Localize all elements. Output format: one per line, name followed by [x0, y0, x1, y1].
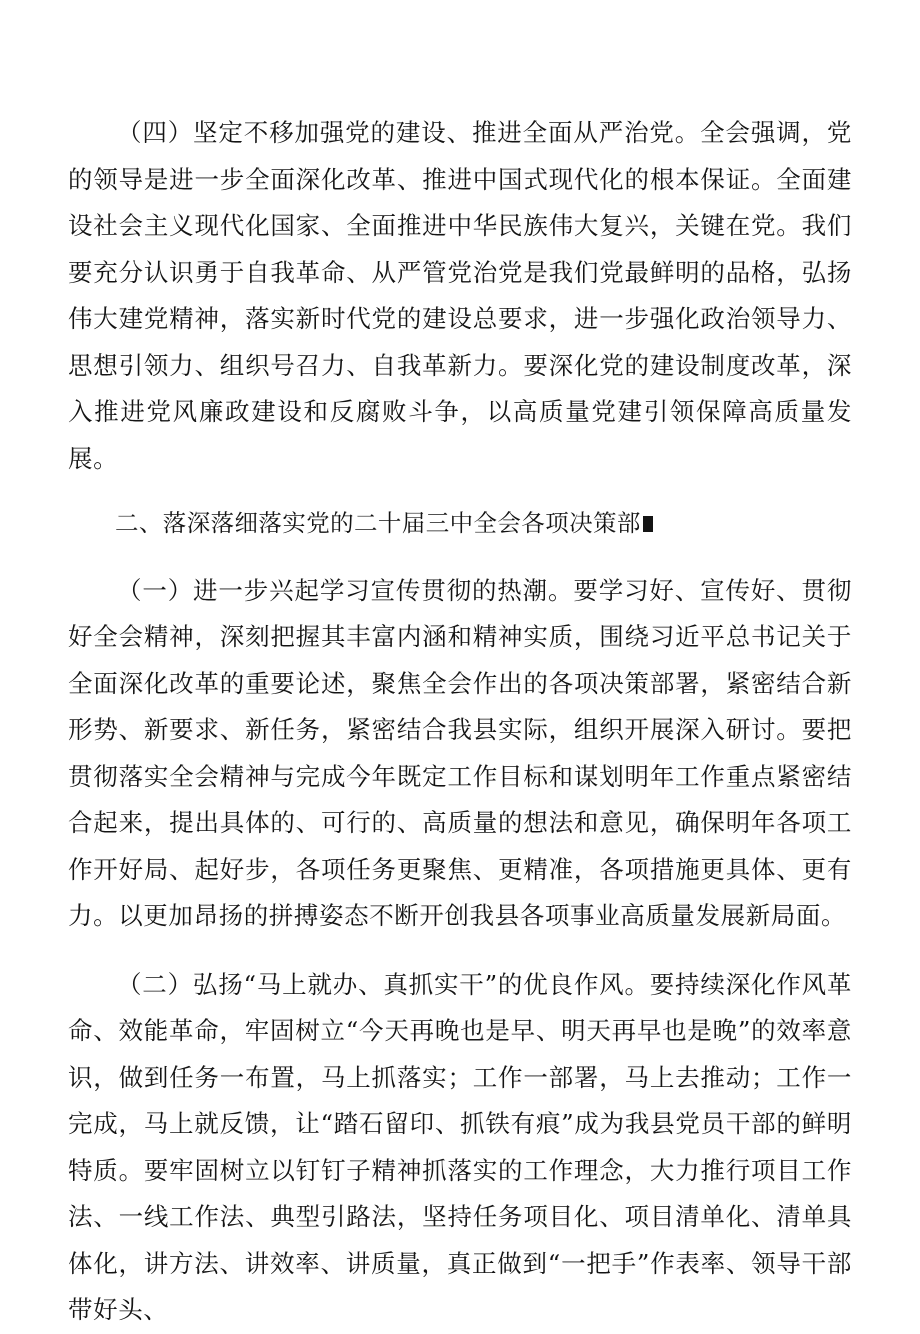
- document-page: [68, 110, 852, 1334]
- paragraph-party-building: （四）坚定不移加强党的建设、推进全面从严治党。全会强调，党的领导是进一步全面深化改革、推进中国式现代化的根本保证。全面建设社会主义现代化国家、全面推进中华民族伟大复兴，关键在党。我们要充分认识勇于自我革命、从严管党治党是我们党最鲜明的品格，弘扬伟大建党精神，落实新时代党的建设总要求，进一步强化政治领导力、思想引领力、组织号召力、自我革新力。要深化党的建设制度改革，深入推进党风廉政建设和反腐败斗争，以高质量党建引领保障高质量发展。: [68, 118, 852, 473]
- paragraph-work-style: （二）弘扬“马上就办、真抓实干”的优良作风。要持续深化作风革命、效能革命，牢固树立“今天再晚也是早、明天再早也是晚”的效率意识，做到任务一布置，马上抓落实；工作一部署，马上去推动；工作一完成，马上就反馈，让“踏石留印、抓铁有痕”成为我县党员干部的鲜明特质。要牢固树立以钉钉子精神抓落实的工作理念，大力推行项目工作法、一线工作法、典型引路法，坚持任务项目化、项目清单化、清单具体化，讲方法、讲效率、讲质量，真正做到“一把手”作表率、领导干部带好头、: [68, 969, 852, 1324]
- paragraph-study-propaganda: （一）进一步兴起学习宣传贯彻的热潮。要学习好、宣传好、贯彻好全会精神，深刻把握其丰富内涵和精神实质，围绕习近平总书记关于全面深化改革的重要论述，聚焦全会作出的各项决策部署，紧密结合新形势、新要求、新任务，紧密结合我县实际，组织开展深入研讨。要把贯彻落实全会精神与完成今年既定工作目标和谋划明年工作重点紧密结合起来，提出具体的、可行的、高质量的想法和意见，确保明年各项工作开好局、起好步，各项任务更聚焦、更精准，各项措施更具体、更有力。以更加昂扬的拼搏姿态不断开创我县各项事业高质量发展新局面。: [68, 575, 852, 930]
- section-heading: [68, 500, 852, 547]
- section-heading-text: 二、落深落细落实党的二十届三中全会各项决策部: [115, 509, 641, 537]
- heading-block-mark: [643, 516, 653, 532]
